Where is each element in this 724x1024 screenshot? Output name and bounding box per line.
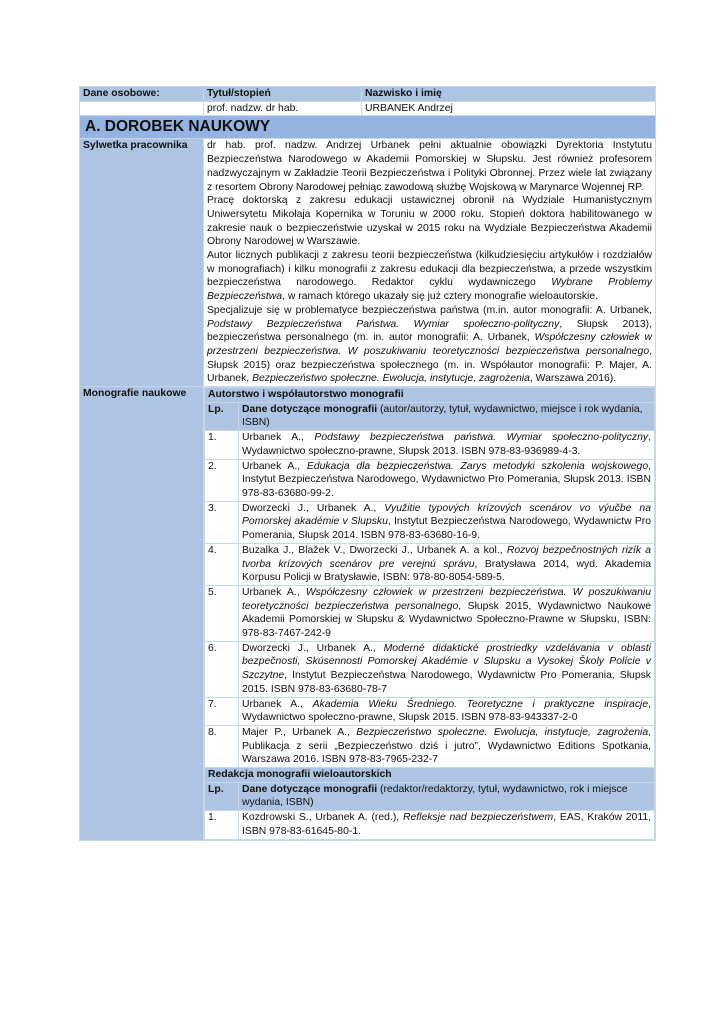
data-header xyxy=(239,782,655,810)
item-title: Edukacja dla bezpieczeństwa. Zarys metodyki szkolenia wojskowego xyxy=(306,460,649,472)
item-text xyxy=(239,641,655,697)
item-text xyxy=(239,697,655,725)
table-row xyxy=(205,501,655,543)
item-title: Bezpieczeństwo społeczne. Ewolucja, instytucje, zagrożenia xyxy=(356,726,649,738)
cv-document xyxy=(79,86,656,841)
item-details: , Wydawnictwo społeczno-prawne, Słupsk 2015. ISBN 978-83-943337-2-0 xyxy=(242,698,651,724)
section-a-row xyxy=(80,116,656,139)
bio-text-part: Autor licznych publikacji z zakresu teorii bezpieczeństwa (kilkudziesięciu artykułów i rozdziałów w monografiach) i kilku monografii z zakresu edukacji dla bezpieczeństwa, a przede wszystkim bezpieczeństwa narodowego. Redaktor cyklu wydawniczego xyxy=(207,250,652,289)
table-row xyxy=(205,811,655,839)
name-header: Nazwisko i imię xyxy=(362,87,656,102)
table-row xyxy=(205,725,655,767)
section-title: A. DOROBEK NAUKOWY xyxy=(80,116,656,139)
data-header-bold: Dane dotyczące monografii xyxy=(242,403,378,415)
edited-subheader: Redakcja monografii wieloautorskich xyxy=(205,768,655,783)
bio-text-part: , w ramach którego ukazały się już cztery monografie wieloautorskie. xyxy=(282,291,598,303)
personal-data-label: Dane osobowe: xyxy=(80,87,204,102)
bio-paragraph: dr hab. prof. nadzw. Andrzej Urbanek pełni aktualnie obowiązki Dyrektoria Instytutu Bezpieczeństwa Narodowego w Akademii Pomorskiej w Słupsku. Jest również profesorem nadzwyczajnym w Zakładzie Teorii Bezpieczeństwa i Polityki Obronnej. Przez wiele lat związany z resortem Obrony Narodowej pełniąc zawodową służbę Wojskową w Marynarce Wojennej RP. xyxy=(207,140,652,193)
item-number: 1. xyxy=(205,811,239,839)
item-text xyxy=(239,725,655,767)
table-row xyxy=(205,459,655,501)
item-number: 6. xyxy=(205,641,239,697)
item-details: , Instytut Bezpieczeństwa Narodowego, Wydawnictwo Pro Pomerania, Słupsk 2013. ISBN 978-83-63680-99-2. xyxy=(242,460,651,499)
book-title: Bezpieczeństwo społeczne. Ewolucja, instytucje, zagrożenia xyxy=(252,373,530,385)
item-details: , Instytut Bezpieczeństwa Narodowego, Wydawnictw Pro Pomerania, Słupsk 2014. ISBN 978-83-63680-16-9. xyxy=(242,516,651,542)
table-row xyxy=(205,585,655,641)
item-authors: Majer P., Urbanek A., xyxy=(242,726,357,738)
authored-subheader: Autorstwo i współautorstwo monografii xyxy=(205,388,655,403)
item-title: Rozvoj bezpečnostných rizík a tvorba krízových scenárov pre verejnú správu xyxy=(242,544,651,570)
item-number: 1. xyxy=(205,431,239,459)
item-authors: Buzalka J., Blažek V., Dworzecki J., Urbanek A. a kol., xyxy=(242,544,507,556)
header-values-row xyxy=(80,101,656,116)
item-authors: Urbanek A., xyxy=(242,698,313,710)
item-number: 4. xyxy=(205,543,239,585)
item-details: , Wydawnictwo społeczno-prawne, Słupsk 2013. ISBN 978-83-936989-4-3. xyxy=(242,432,651,457)
data-header xyxy=(239,402,655,430)
name-value: URBANEK Andrzej xyxy=(362,101,656,116)
item-number: 8. xyxy=(205,725,239,767)
item-details: , Bratysława 2014, wyd. Akademia Korpusu Policji w Bratysławie, ISBN: 978-80-8054-589-5. xyxy=(242,558,652,584)
item-details: , EAS, Kraków 2011, ISBN 978-83-61645-80-1. xyxy=(242,812,652,837)
book-title: Współczesny człowiek w przestrzeni bezpieczeństwa. W poszukiwaniu teoretyczności bezpieczeństwa personalnego xyxy=(207,332,653,357)
bio-paragraph xyxy=(207,249,652,304)
table-row xyxy=(205,641,655,697)
bio-text-part: , Słupsk 2013), bezpieczeństwa personalnego (m. in. autor monografii: A. Urbanek, xyxy=(207,318,653,344)
item-details: , Słupsk 2015, Wydawnictwo Naukowe Akademii Pomorskiej w Słupsku & Wydawnictwo Społeczno-Prawne w Słupsku, ISBN: 978-83-7467-242-9 xyxy=(242,600,652,640)
table-row xyxy=(205,431,655,459)
authored-col-header xyxy=(205,402,655,430)
item-title: Moderné didaktické prostriedky vzdelávania v oblasti bezpečnosti, Skúsennosti Pomorskej Akadémie v Slupsku a Vysokej Školy Polície v Szczytne xyxy=(242,642,651,682)
bio-text-part: , Warszawa 2016). xyxy=(529,373,617,385)
item-title: Refleksje nad bezpieczeństwem xyxy=(402,812,554,824)
bio-paragraph xyxy=(207,304,652,386)
lp-header: Lp. xyxy=(205,782,239,810)
bio-row xyxy=(80,139,656,387)
item-text xyxy=(239,811,655,839)
table-row xyxy=(205,697,655,725)
lp-header: Lp. xyxy=(205,402,239,430)
item-authors: Kozdrowski S., Urbanek A. (red.), xyxy=(242,812,403,824)
item-number: 7. xyxy=(205,697,239,725)
item-number: 2. xyxy=(205,459,239,501)
item-text xyxy=(239,459,655,501)
item-details: , Publikacja z serii „Bezpieczeństwo dziś i jutro”, Wydawnictwo Editions Spotkania, Warszawa 2016. ISBN 978-83-7965-232-7 xyxy=(242,726,651,766)
monographs-content xyxy=(204,387,656,841)
item-details: , Instytut Bezpieczeństwa Narodowego, Wydawnictw Pro Pomerania, Słupsk 2015. ISBN 978-83-63680-78-7 xyxy=(242,670,651,695)
monographs-row xyxy=(80,387,656,841)
monographs-label: Monografie naukowe xyxy=(80,387,204,841)
item-authors: Dworzecki J., Urbanek A., xyxy=(242,502,385,514)
bio-paragraph: Pracę doktorską z zakresu edukacji ustawicznej obronił na Wydziale Humanistycznym Uniwersytetu Mikołaja Kopernika w Toruniu w 2000 roku. Stopień doktora habilitowanego w zakresie nauk o bezpieczeństwie uzyskał w 2015 roku na Wydziale Bezpieczeństwa Akademii Obrony Narodowej w Warszawie. xyxy=(207,195,652,248)
bio-label: Sylwetka pracownika xyxy=(80,139,204,387)
item-title: Využitie typových krízových scenárov vo výučbe na Pomorskej akadémie v Slupsku xyxy=(242,502,651,528)
data-header-bold: Dane dotyczące monografii xyxy=(242,783,378,795)
authored-table xyxy=(204,387,655,840)
item-authors: Urbanek A., xyxy=(242,460,307,472)
item-text xyxy=(239,501,655,543)
empty-cell xyxy=(80,101,204,116)
header-row xyxy=(80,87,656,102)
table-row xyxy=(205,543,655,585)
item-number: 5. xyxy=(205,585,239,641)
cv-table xyxy=(79,86,656,841)
edited-col-header xyxy=(205,782,655,810)
item-authors: Urbanek A., xyxy=(242,432,315,444)
item-text xyxy=(239,543,655,585)
title-degree-value: prof. nadzw. dr hab. xyxy=(204,101,362,116)
bio-text-part: , Słupsk 2015) oraz bezpieczeństwa społecznego (m. in. Współautor monografii: P. Majer, A. Urbanek, xyxy=(207,345,652,385)
item-title: Współczesny człowiek w przestrzeni bezpieczeństwa. W poszukiwaniu teoretyczności bezpieczeństwa personalnego xyxy=(242,586,651,612)
book-title: Podstawy Bezpieczeństwa Państwa. Wymiar społeczno-polityczny xyxy=(207,318,560,330)
item-text xyxy=(239,431,655,459)
data-header-rest: (autor/autorzy, tytuł, wydawnictwo, miejsce i rok wydania, ISBN) xyxy=(242,403,643,429)
bio-text-part: Specjalizuje się w problematyce bezpieczeństwa państwa (m.in. autor monografii: A. Urbanek, xyxy=(207,304,652,316)
item-number: 3. xyxy=(205,501,239,543)
item-title: Podstawy bezpieczeństwa państwa. Wymiar społeczno-polityczny xyxy=(314,432,649,444)
title-degree-header: Tytuł/stopień xyxy=(204,87,362,102)
data-header-rest: (redaktor/redaktorzy, tytuł, wydawnictwo, rok i miejsce wydania, ISBN) xyxy=(242,783,628,809)
bio-text xyxy=(204,139,656,387)
series-title: Wybrane Problemy Bezpieczeństwa xyxy=(207,277,653,303)
item-text xyxy=(239,585,655,641)
item-authors: Urbanek A., xyxy=(242,586,306,598)
item-title: Akademia Wieku Średniego. Teoretyczne i praktyczne inspiracje xyxy=(312,698,649,710)
item-authors: Dworzecki J., Urbanek A., xyxy=(242,642,384,654)
